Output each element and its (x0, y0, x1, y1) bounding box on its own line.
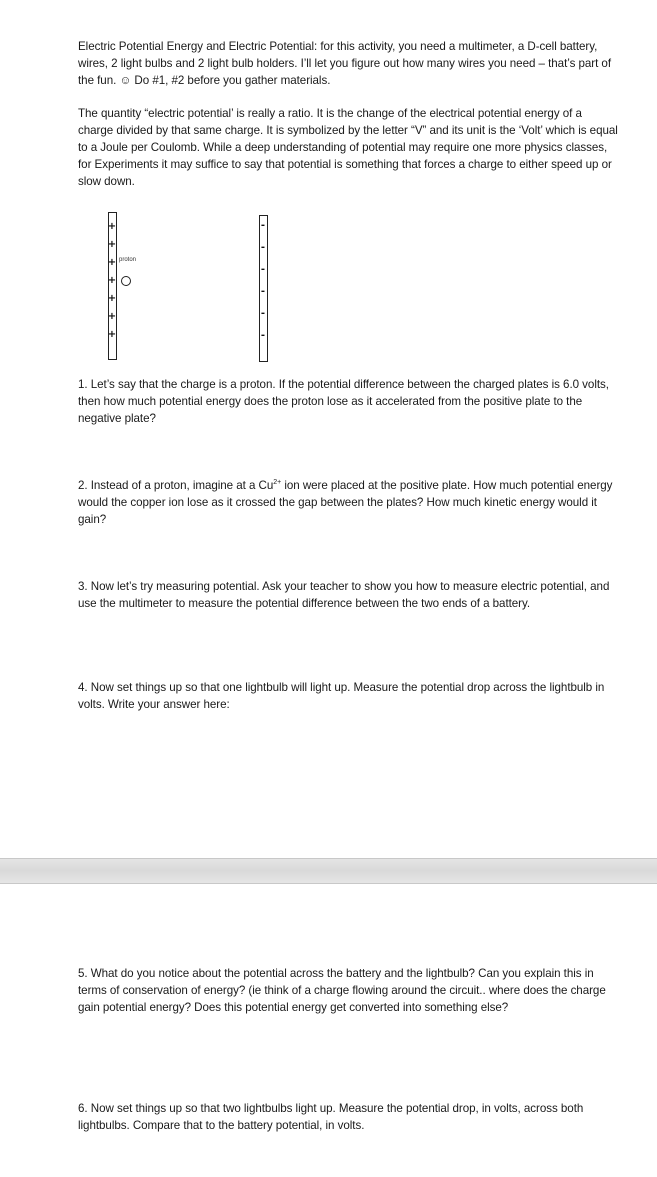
question-2 (78, 477, 618, 528)
proton-circle (121, 276, 131, 286)
minus-sign: - (260, 308, 266, 319)
question-5: 5. What do you notice about the potential across the battery and the lightbulb? Can you explain this in terms of conservation of energy? (ie think of a charge flowing around the circuit.. where does the charge gain potential energy? Does this potential energy get converted into something else? (78, 967, 606, 1014)
minus-sign: - (260, 286, 266, 297)
minus-sign: - (260, 242, 266, 253)
intro-text-a: Electric Potential Energy and Electric Potential: for this activity, you need a multimeter, a D-cell battery, wires, 2 light bulbs and 2 light bulb holders. I’ll let you figure out how many wires you need – that’s part of the fun. (78, 40, 612, 87)
proton-label: proton (119, 257, 137, 263)
smiley-icon: ☺ (119, 74, 132, 87)
question-3: 3. Now let’s try measuring potential. Ask your teacher to show you how to measure electric potential, and use the multimeter to measure the potential difference between the two ends of a battery. (78, 580, 610, 610)
minus-sign: - (260, 220, 266, 231)
question-2-superscript: 2+ (273, 479, 282, 487)
page-break (0, 858, 657, 884)
plus-sign: + (107, 257, 117, 268)
plus-sign: + (107, 239, 117, 250)
intro-text-b: Do #1, #2 before you gather materials. (131, 74, 331, 87)
question-1: 1. Let’s say that the charge is a proton. If the potential difference between the charged plates is 6.0 volts, then how much potential energy does the proton lose as it accelerated from the positive plate to the negative plate? (78, 378, 609, 425)
question-2-text-a: 2. Instead of a proton, imagine at a Cu (78, 479, 274, 492)
minus-sign: - (260, 330, 266, 341)
question-4: 4. Now set things up so that one lightbulb will light up. Measure the potential drop across the lightbulb in volts. Write your answer here: (78, 681, 605, 711)
plus-sign: + (107, 329, 117, 340)
minus-sign: - (260, 264, 266, 275)
page-edge-top (0, 858, 657, 859)
plus-sign: + (107, 311, 117, 322)
intro-paragraph-2: The quantity “electric potential’ is really a ratio. It is the change of the electrical potential energy of a charge divided by that same charge. It is symbolized by the letter “V” and its unit is the ‘Volt’ which is equal to a Joule per Coulomb. While a deep understanding of potential may require one more physics classes, for Experiments it may suffice to say that potential is something that forces a charge to either speed up or slow down. (78, 107, 618, 188)
plus-sign: + (107, 275, 117, 286)
document-page-2 (0, 884, 657, 1177)
plus-sign: + (107, 293, 117, 304)
question-6: 6. Now set things up so that two lightbulbs light up. Measure the potential drop, in volts, across both lightbulbs. Compare that to the battery potential, in volts. (78, 1102, 584, 1132)
intro-paragraph-1 (78, 38, 618, 89)
plus-sign: + (107, 221, 117, 232)
question-2-text-b: ion were placed at the positive plate. How much potential energy would the copper ion lose as it crossed the gap between the plates? How much kinetic energy would it gain? (78, 479, 613, 526)
